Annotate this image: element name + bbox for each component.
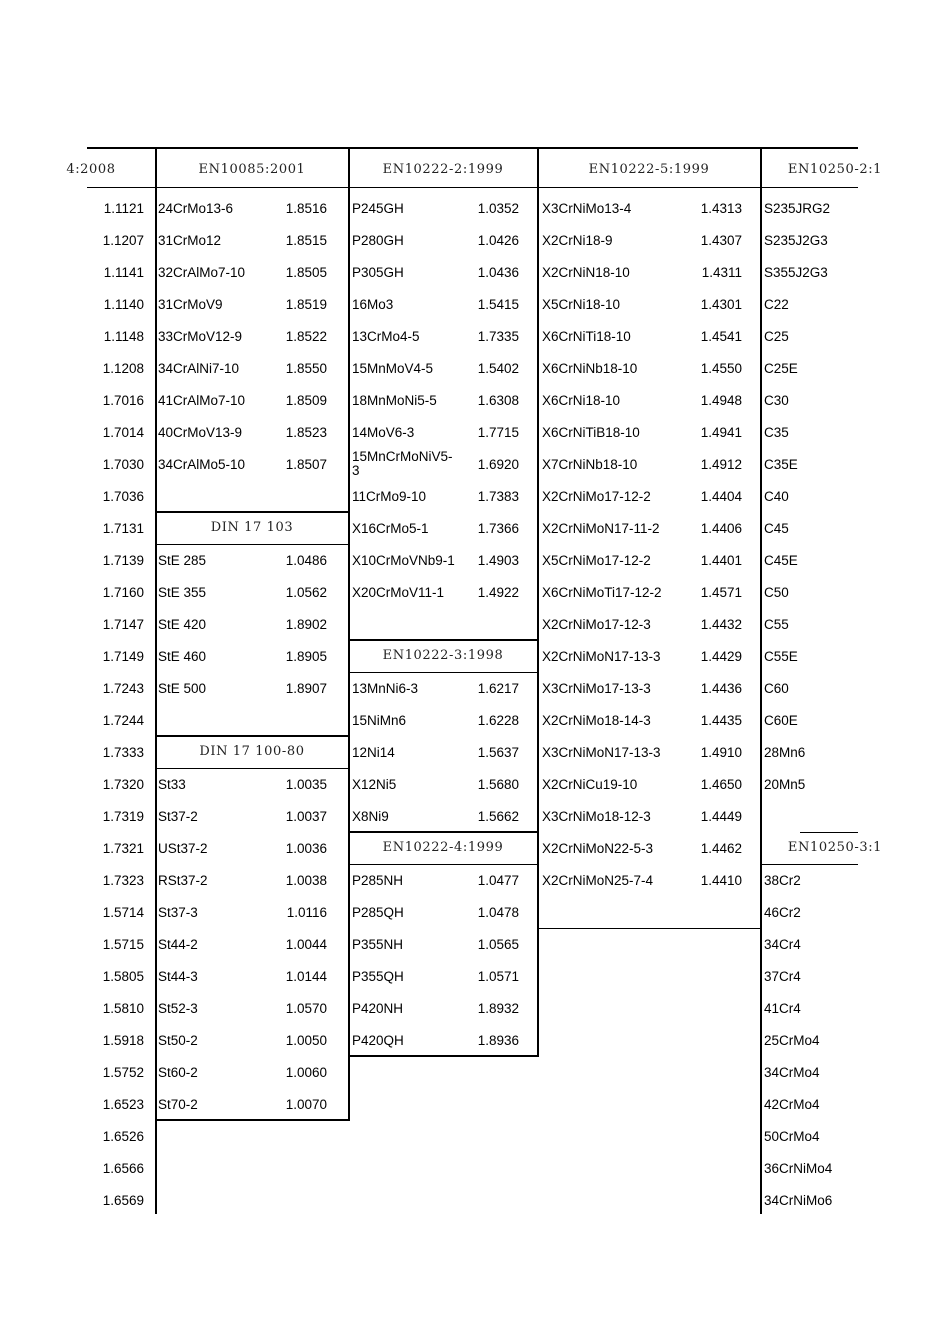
col0-value: 1.7014 — [102, 424, 144, 440]
col0-value: 1.7139 — [102, 552, 144, 568]
col0-value: 1.6566 — [102, 1160, 144, 1176]
col3-number: 1.4941 — [700, 424, 742, 440]
col2-number: 1.6308 — [477, 392, 519, 408]
col1-number: 1.0144 — [285, 968, 327, 984]
col2-grade: 18MnMoNi5-5 — [352, 392, 437, 408]
col1-number: 1.8519 — [285, 296, 327, 312]
col4-grade: 34Cr4 — [764, 936, 801, 952]
col4-grade: C25 — [764, 328, 789, 344]
col1-grade: St52-3 — [158, 1000, 198, 1016]
col0-value: 1.1140 — [103, 296, 144, 312]
table-top-border — [87, 147, 858, 149]
col3-number: 1.4432 — [700, 616, 742, 632]
col3-grade: X3CrNiMo13-4 — [542, 200, 632, 216]
col0-value: 1.1208 — [102, 360, 144, 376]
col3-grade: X3CrNiMo18-12-3 — [542, 808, 651, 824]
col2-grade: P355NH — [352, 936, 404, 952]
col3-grade: X2CrNiCu19-10 — [542, 776, 638, 792]
col3-number: 1.4948 — [700, 392, 742, 408]
col1-grade: StE 420 — [158, 616, 207, 632]
col2-section-header-line — [349, 864, 538, 865]
col3-grade: X6CrNiMoTi17-12-2 — [542, 584, 662, 600]
col1-number: 1.0038 — [285, 872, 327, 888]
col4-grade: 36CrNiMo4 — [764, 1160, 833, 1176]
col1-grade: 34CrAlMo5-10 — [158, 456, 246, 472]
col4-section-header-line — [762, 187, 858, 188]
col1-grade: 31CrMo12 — [158, 232, 222, 248]
col3-number: 1.4301 — [700, 296, 742, 312]
col0-value: 1.5805 — [102, 968, 144, 984]
col3-number: 1.4912 — [700, 456, 742, 472]
col0-value: 1.7016 — [102, 392, 144, 408]
col0-value: 1.5715 — [102, 936, 144, 952]
col2-section-end-line — [349, 639, 538, 641]
col1-grade: 33CrMoV12-9 — [158, 328, 243, 344]
col4-grade: 38Cr2 — [764, 872, 801, 888]
col2-grade: P285NH — [352, 872, 404, 888]
col0-value: 1.1148 — [103, 328, 144, 344]
col0-value: 1.5714 — [102, 904, 144, 920]
col2-number: 1.6217 — [477, 680, 519, 696]
col1-number: 1.0035 — [285, 776, 327, 792]
col3-grade: X6CrNiNb18-10 — [542, 360, 638, 376]
col3-bottom-line — [538, 928, 761, 929]
col4-grade: C55 — [764, 616, 789, 632]
col1-section-end-line — [155, 511, 349, 513]
col4-grade: 46Cr2 — [764, 904, 801, 920]
col2-section-header: EN10222-3:1998 — [382, 648, 504, 663]
col4-section-header: EN10250-2:1 — [787, 162, 883, 177]
col2-section-header-line — [349, 672, 538, 673]
col4-grade: 41Cr4 — [764, 1000, 801, 1016]
col4-grade: S235J2G3 — [764, 232, 828, 248]
col3-number: 1.4541 — [700, 328, 742, 344]
col3-grade: X6CrNi18-10 — [542, 392, 621, 408]
col0-value: 1.5918 — [102, 1032, 144, 1048]
col2-grade: 16Mo3 — [352, 296, 394, 312]
col3-grade: X6CrNiTi18-10 — [542, 328, 631, 344]
col4-grade: C50 — [764, 584, 789, 600]
col3-number: 1.4406 — [700, 520, 742, 536]
col0-value: 1.7243 — [102, 680, 144, 696]
col1-number: 1.0070 — [285, 1096, 327, 1112]
col3-grade: X2CrNi18-9 — [542, 232, 613, 248]
col2-number: 1.6920 — [477, 456, 519, 472]
col4-grade: 50CrMo4 — [764, 1128, 820, 1144]
col4-grade: C35 — [764, 424, 789, 440]
col0-value: 1.7149 — [102, 648, 144, 664]
col0-right-border — [155, 147, 157, 1214]
col3-grade: X2CrNiN18-10 — [542, 264, 630, 280]
col2-number: 1.4922 — [477, 584, 519, 600]
col4-grade: S355J2G3 — [764, 264, 828, 280]
col1-grade: StE 460 — [158, 648, 207, 664]
col2-grade: P355QH — [352, 968, 404, 984]
col2-grade: X12Ni5 — [352, 776, 397, 792]
col3-grade: X2CrNiMoN22-5-3 — [542, 840, 654, 856]
col1-number: 1.0050 — [285, 1032, 327, 1048]
col2-grade: P285QH — [352, 904, 404, 920]
col1-section-header-line — [155, 768, 349, 769]
col2-grade: P305GH — [352, 264, 404, 280]
col4-grade: C60 — [764, 680, 789, 696]
col2-number: 1.5662 — [477, 808, 519, 824]
col2-grade: X8Ni9 — [352, 808, 389, 824]
col1-section-header: EN10085:2001 — [198, 162, 306, 177]
col2-grade: 13CrMo4-5 — [352, 328, 420, 344]
col2-section-header: EN10222-2:1999 — [382, 162, 504, 177]
col3-number: 1.4311 — [701, 264, 742, 280]
col3-grade: X2CrNiMoN25-7-4 — [542, 872, 654, 888]
col3-grade: X3CrNiMoN17-13-3 — [542, 744, 661, 760]
col4-section-header: EN10250-3:1 — [787, 840, 883, 855]
col1-grade: StE 500 — [158, 680, 207, 696]
col2-grade: 13MnNi6-3 — [352, 680, 419, 696]
col0-value: 1.7323 — [102, 872, 144, 888]
col2-grade: 15MnMoV4-5 — [352, 360, 434, 376]
col2-grade: 14MoV6-3 — [352, 424, 415, 440]
col1-number: 1.8902 — [285, 616, 327, 632]
col0-value: 1.7321 — [102, 840, 144, 856]
col3-number: 1.4571 — [700, 584, 742, 600]
col4-section-end-line — [800, 832, 858, 833]
col2-number: 1.0565 — [477, 936, 519, 952]
col4-grade: S235JRG2 — [764, 200, 831, 216]
col2-section-end-line — [349, 831, 538, 833]
col2-number: 1.0426 — [477, 232, 519, 248]
col3-grade: X5CrNi18-10 — [542, 296, 621, 312]
col1-right-border — [348, 147, 350, 1121]
col1-number: 1.0486 — [285, 552, 327, 568]
col0-value: 1.7131 — [102, 520, 144, 536]
col3-number: 1.4910 — [700, 744, 742, 760]
col2-number: 1.0477 — [477, 872, 519, 888]
col3-right-border — [760, 147, 762, 1214]
col3-number: 1.4410 — [700, 872, 742, 888]
col0-value: 1.7244 — [102, 712, 144, 728]
col1-section-header: DIN 17 100-80 — [199, 744, 305, 759]
col2-grade: X10CrMoVNb9-1 — [352, 552, 455, 568]
col1-section-header: DIN 17 103 — [210, 520, 294, 535]
col2-number: 1.5680 — [477, 776, 519, 792]
col4-grade: C45E — [764, 552, 798, 568]
col2-grade: X16CrMo5-1 — [352, 520, 429, 536]
col3-grade: X2CrNiMoN17-11-2 — [542, 520, 660, 536]
col2-number: 1.5402 — [477, 360, 519, 376]
col0-value: 1.5810 — [102, 1000, 144, 1016]
col1-bottom-line — [155, 1119, 350, 1121]
col1-number: 1.8907 — [285, 680, 327, 696]
col1-number: 1.0044 — [285, 936, 327, 952]
col1-number: 1.8509 — [285, 392, 327, 408]
col1-grade: StE 355 — [158, 584, 207, 600]
col4-grade: 42CrMo4 — [764, 1096, 820, 1112]
col1-grade: 40CrMoV13-9 — [158, 424, 243, 440]
col1-grade: USt37-2 — [158, 840, 208, 856]
col3-grade: X2CrNiMo18-14-3 — [542, 712, 651, 728]
col1-grade: 34CrAlNi7-10 — [158, 360, 240, 376]
col0-header: 4:2008 — [66, 162, 116, 177]
col2-number: 1.8936 — [477, 1032, 519, 1048]
col1-number: 1.8523 — [285, 424, 327, 440]
col1-number: 1.8522 — [285, 328, 327, 344]
col2-bottom-line — [349, 1055, 539, 1057]
col2-number: 1.8932 — [477, 1000, 519, 1016]
col1-grade: St70-2 — [158, 1096, 198, 1112]
col2-number: 1.0478 — [477, 904, 519, 920]
col4-grade: 37Cr4 — [764, 968, 801, 984]
col0-value: 1.7320 — [102, 776, 144, 792]
col0-value: 1.7030 — [102, 456, 144, 472]
col1-number: 1.0562 — [285, 584, 327, 600]
col1-number: 1.0036 — [285, 840, 327, 856]
col3-header: EN10222-5:1999 — [588, 162, 710, 177]
col0-value: 1.7036 — [102, 488, 144, 504]
col4-grade: C55E — [764, 648, 798, 664]
col2-section-header-line — [349, 187, 538, 188]
col1-section-end-line — [155, 735, 349, 737]
col4-grade: C40 — [764, 488, 789, 504]
col0-value: 1.7147 — [102, 616, 144, 632]
col1-number: 1.0060 — [285, 1064, 327, 1080]
col2-grade: P420QH — [352, 1032, 404, 1048]
col2-grade: 15MnCrMoNiV5-3 — [352, 449, 453, 478]
col1-number: 1.0116 — [286, 904, 327, 920]
col3-grade: X6CrNiTiB18-10 — [542, 424, 640, 440]
col2-number: 1.7335 — [477, 328, 519, 344]
col4-grade: C35E — [764, 456, 798, 472]
col3-grade: X5CrNiMo17-12-2 — [542, 552, 651, 568]
col1-number: 1.0570 — [285, 1000, 327, 1016]
col3-grade: X2CrNiMo17-12-3 — [542, 616, 651, 632]
col1-grade: RSt37-2 — [158, 872, 208, 888]
col1-number: 1.8516 — [285, 200, 327, 216]
col2-number: 1.0352 — [477, 200, 519, 216]
col0-value: 1.1207 — [102, 232, 144, 248]
col2-number: 1.4903 — [477, 552, 519, 568]
col2-number: 1.5637 — [477, 744, 519, 760]
col1-number: 1.0037 — [285, 808, 327, 824]
col2-section-header: EN10222-4:1999 — [382, 840, 504, 855]
col4-grade: 34CrMo4 — [764, 1064, 820, 1080]
col0-value: 1.7160 — [102, 584, 144, 600]
col3-number: 1.4650 — [700, 776, 742, 792]
col0-value: 1.7333 — [102, 744, 144, 760]
col4-section-header-line — [762, 864, 858, 865]
col1-grade: St37-3 — [158, 904, 198, 920]
col2-number: 1.7366 — [477, 520, 519, 536]
col1-grade: 32CrAlMo7-10 — [158, 264, 246, 280]
col3-header-line — [538, 187, 761, 188]
col3-number: 1.4404 — [700, 488, 742, 504]
col4-grade: 20Mn5 — [764, 776, 806, 792]
col2-grade: 12Ni14 — [352, 744, 395, 760]
col3-grade: X2CrNiMo17-12-2 — [542, 488, 651, 504]
col3-number: 1.4313 — [700, 200, 742, 216]
col0-header-line — [87, 187, 155, 188]
col4-grade: 34CrNiMo6 — [764, 1192, 833, 1208]
col2-grade: 11CrMo9-10 — [352, 488, 427, 504]
col1-grade: St44-2 — [158, 936, 198, 952]
col4-grade: 25CrMo4 — [764, 1032, 820, 1048]
col1-number: 1.8905 — [285, 648, 327, 664]
col0-value: 1.6523 — [102, 1096, 144, 1112]
col1-section-header-line — [155, 187, 349, 188]
col0-value: 1.1141 — [103, 264, 144, 280]
col2-number: 1.0436 — [477, 264, 519, 280]
col1-grade: 41CrAlMo7-10 — [158, 392, 246, 408]
col0-value: 1.5752 — [102, 1064, 144, 1080]
col3-number: 1.4401 — [700, 552, 742, 568]
col1-grade: St60-2 — [158, 1064, 198, 1080]
col4-grade: C45 — [764, 520, 789, 536]
col2-grade: P280GH — [352, 232, 404, 248]
col3-grade: X3CrNiMo17-13-3 — [542, 680, 651, 696]
col2-grade: P245GH — [352, 200, 404, 216]
col1-section-header-line — [155, 544, 349, 545]
col2-number: 1.6228 — [477, 712, 519, 728]
col2-grade: 15NiMn6 — [352, 712, 407, 728]
col0-value: 1.6526 — [102, 1128, 144, 1144]
col1-number: 1.8515 — [285, 232, 327, 248]
col3-grade: X7CrNiNb18-10 — [542, 456, 638, 472]
col2-number: 1.0571 — [477, 968, 519, 984]
col4-grade: C30 — [764, 392, 789, 408]
col3-number: 1.4435 — [700, 712, 742, 728]
col3-number: 1.4429 — [700, 648, 742, 664]
col1-grade: 31CrMoV9 — [158, 296, 223, 312]
col4-grade: C60E — [764, 712, 798, 728]
col1-grade: St50-2 — [158, 1032, 198, 1048]
col2-right-border — [537, 147, 539, 1057]
col3-number: 1.4550 — [700, 360, 742, 376]
col2-number: 1.7383 — [477, 488, 519, 504]
col3-number: 1.4436 — [700, 680, 742, 696]
col2-grade: P420NH — [352, 1000, 404, 1016]
col1-grade: St44-3 — [158, 968, 198, 984]
col3-number: 1.4462 — [700, 840, 742, 856]
col2-number: 1.7715 — [477, 424, 519, 440]
col4-grade: 28Mn6 — [764, 744, 806, 760]
col0-value: 1.7319 — [102, 808, 144, 824]
col3-grade: X2CrNiMoN17-13-3 — [542, 648, 661, 664]
col0-value: 1.1121 — [103, 200, 144, 216]
col3-number: 1.4449 — [700, 808, 742, 824]
col2-grade: X20CrMoV11-1 — [352, 584, 445, 600]
col1-grade: StE 285 — [158, 552, 207, 568]
col1-number: 1.8505 — [285, 264, 327, 280]
col4-grade: C25E — [764, 360, 798, 376]
col1-grade: St37-2 — [158, 808, 198, 824]
col1-grade: St33 — [158, 776, 186, 792]
col1-number: 1.8550 — [285, 360, 327, 376]
col0-value: 1.6569 — [102, 1192, 144, 1208]
col3-number: 1.4307 — [700, 232, 742, 248]
col1-number: 1.8507 — [285, 456, 327, 472]
col1-grade: 24CrMo13-6 — [158, 200, 234, 216]
col4-grade: C22 — [764, 296, 789, 312]
col2-number: 1.5415 — [477, 296, 519, 312]
